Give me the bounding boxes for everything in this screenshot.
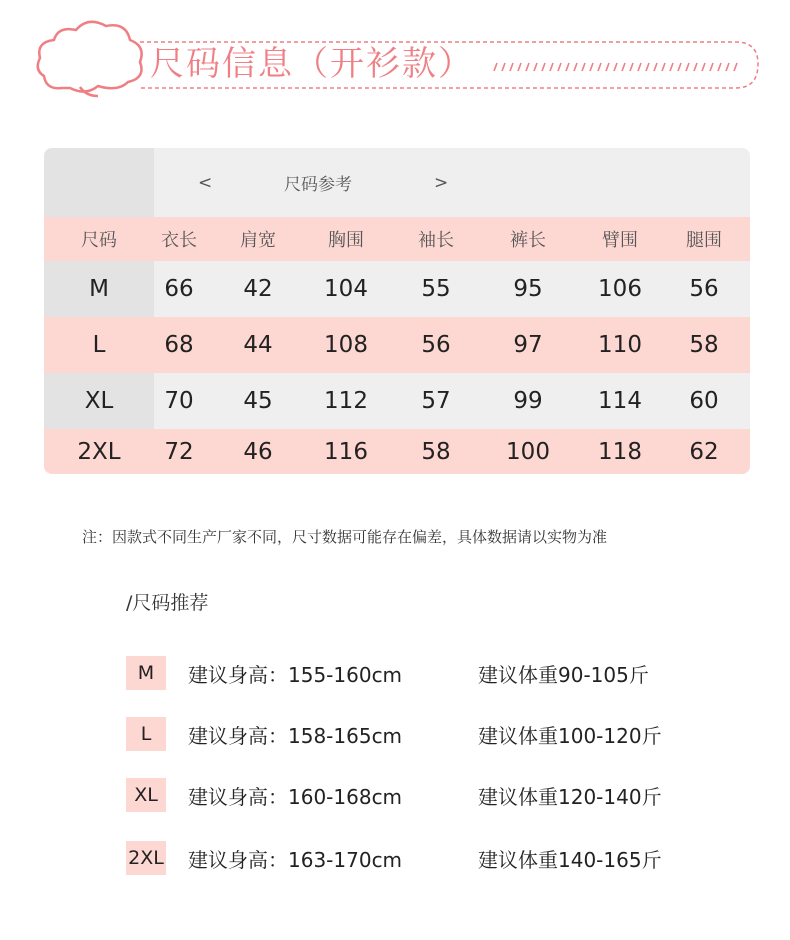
recommend-title: /尺码推荐 xyxy=(126,592,209,614)
table-cell: 56 xyxy=(689,276,719,302)
table-cell: 58 xyxy=(689,332,719,358)
table-cell: 57 xyxy=(421,388,451,414)
table-cell: 44 xyxy=(243,332,273,358)
size-cell: L xyxy=(92,332,106,358)
next-arrow-button[interactable]: > xyxy=(434,172,449,193)
table-row xyxy=(44,261,750,317)
table-cell: 45 xyxy=(243,388,273,414)
recommend-weight: 建议体重90-105斤 xyxy=(478,662,649,687)
column-header: 胸围 xyxy=(328,230,364,251)
column-header: 尺码 xyxy=(81,230,117,251)
column-header: 臂围 xyxy=(602,230,638,251)
prev-arrow-button[interactable]: < xyxy=(198,172,213,193)
recommend-height: 建议身高：160-168cm xyxy=(188,784,403,809)
column-header: 裤长 xyxy=(510,230,546,251)
table-row xyxy=(44,317,750,373)
size-cell: M xyxy=(44,261,154,317)
table-cell: 118 xyxy=(598,438,642,465)
section-title: 尺码信息（开衫款） xyxy=(150,44,474,84)
column-header: 腿围 xyxy=(686,230,722,251)
table-cell: 110 xyxy=(598,332,642,358)
table-cell: 62 xyxy=(689,438,719,465)
recommend-height: 建议身高：158-165cm xyxy=(188,723,403,748)
section-header xyxy=(0,0,790,110)
table-cell: 104 xyxy=(324,276,368,302)
table-cell: 70 xyxy=(164,388,194,414)
recommend-row xyxy=(0,656,790,690)
table-nav-row xyxy=(44,148,750,217)
recommend-weight: 建议体重100-120斤 xyxy=(478,723,662,748)
table-cell: 95 xyxy=(513,276,543,302)
table-cell: 68 xyxy=(164,332,194,358)
size-badge: M xyxy=(126,656,166,690)
size-cell: 2XL xyxy=(77,438,121,465)
recommend-row xyxy=(0,841,790,875)
recommend-height: 建议身高：163-170cm xyxy=(188,847,403,872)
disclaimer-note: 注：因款式不同生产厂家不同，尺寸数据可能存在偏差，具体数据请以实物为准 xyxy=(82,528,608,546)
size-chart-table xyxy=(44,148,750,474)
table-cell: 56 xyxy=(421,332,451,358)
table-cell: 58 xyxy=(421,438,451,465)
column-header: 衣长 xyxy=(161,230,197,251)
column-header: 袖长 xyxy=(418,230,454,251)
table-header-row xyxy=(44,217,750,261)
recommend-row xyxy=(0,717,790,751)
size-cell: XL xyxy=(44,373,154,429)
table-cell: 108 xyxy=(324,332,368,358)
size-badge: XL xyxy=(126,778,166,812)
table-cell: 46 xyxy=(243,438,273,465)
table-cell: 114 xyxy=(598,388,642,414)
column-header: 肩宽 xyxy=(240,230,276,251)
table-cell: 97 xyxy=(513,332,543,358)
table-cell: 106 xyxy=(598,276,642,302)
recommend-weight: 建议体重120-140斤 xyxy=(478,784,662,809)
recommend-row xyxy=(0,778,790,812)
table-caption: 尺码参考 xyxy=(284,175,352,195)
table-row xyxy=(44,373,750,429)
table-cell: 100 xyxy=(506,438,550,465)
table-cell: 55 xyxy=(421,276,451,302)
table-cell: 116 xyxy=(324,438,368,465)
recommend-height: 建议身高：155-160cm xyxy=(188,662,403,687)
table-cell: 112 xyxy=(324,388,368,414)
table-cell: 42 xyxy=(243,276,273,302)
size-badge: L xyxy=(126,717,166,751)
size-badge: 2XL xyxy=(126,841,166,875)
table-cell: 66 xyxy=(164,276,194,302)
table-cell: 72 xyxy=(164,438,194,465)
table-cell: 60 xyxy=(689,388,719,414)
table-row xyxy=(44,429,750,474)
table-corner xyxy=(44,148,154,217)
table-cell: 99 xyxy=(513,388,543,414)
recommend-weight: 建议体重140-165斤 xyxy=(478,847,662,872)
